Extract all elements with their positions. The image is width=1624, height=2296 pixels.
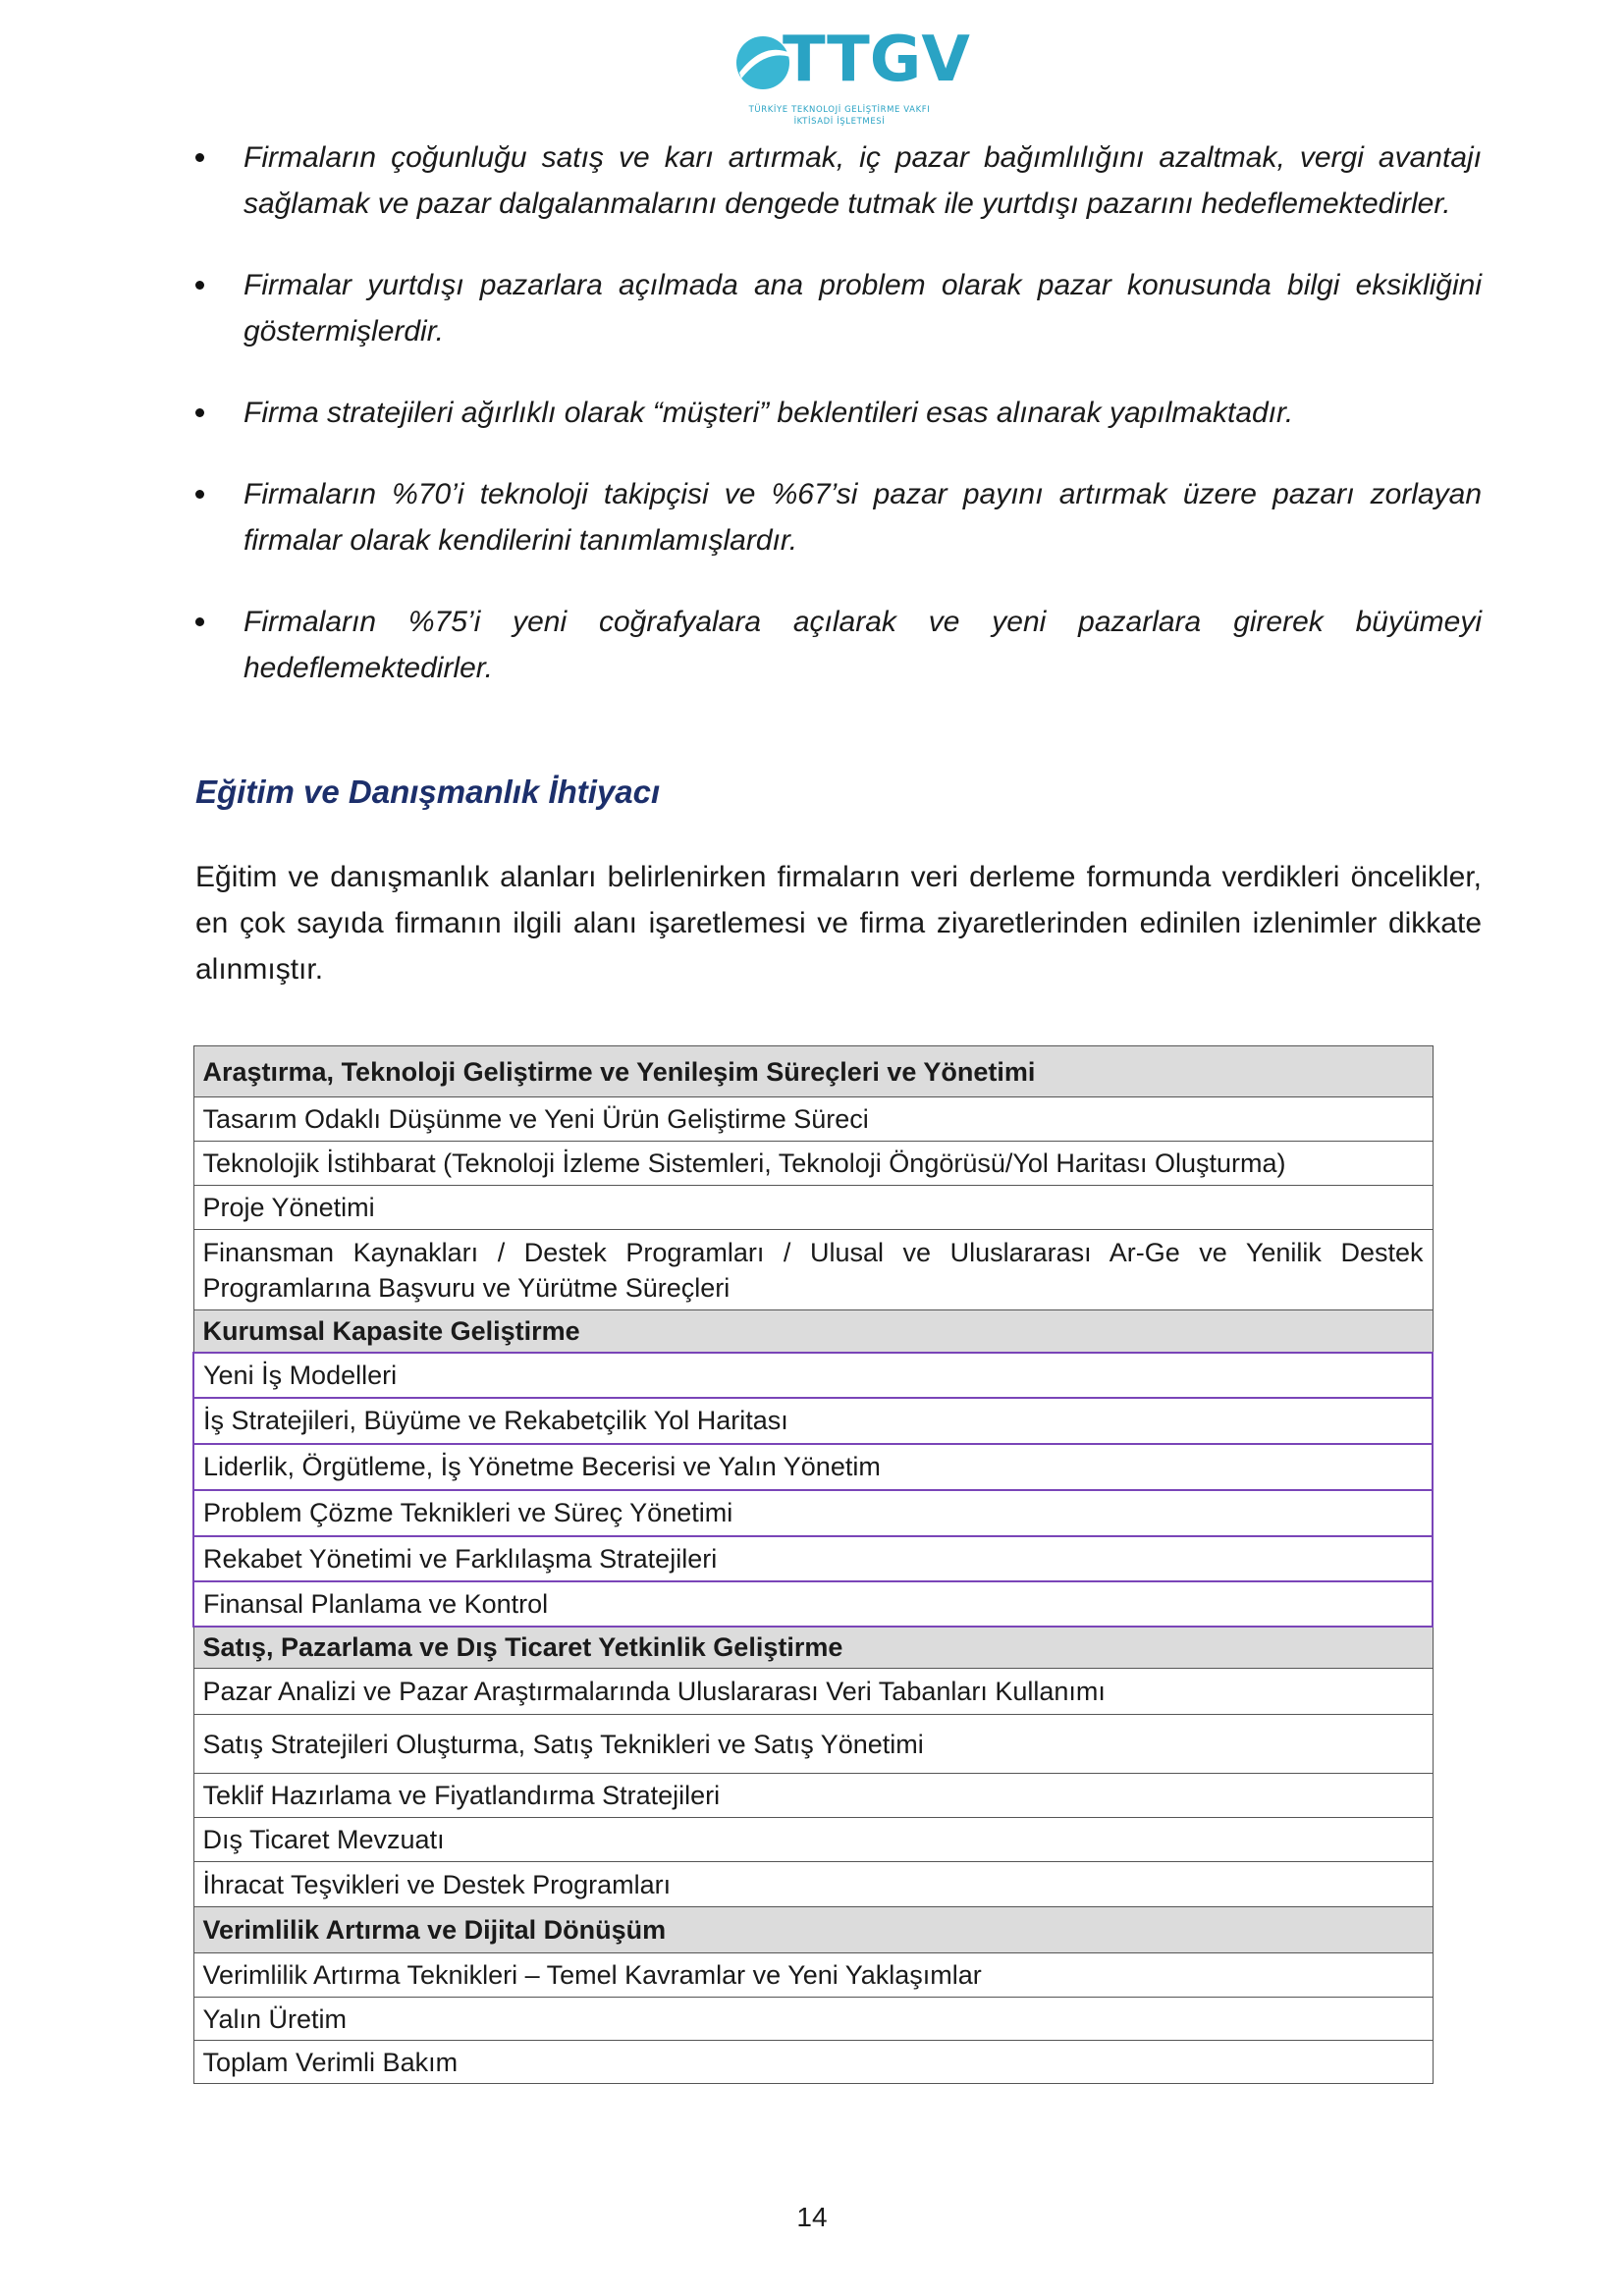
table-row: Liderlik, Örgütleme, İş Yönetme Becerisi ve Yalın Yönetim	[193, 1444, 1433, 1490]
bullet-item	[192, 134, 1482, 227]
logo-subtitle-line-2: İKTİSADİ İŞLETMESİ	[793, 117, 886, 127]
logo-subtitle	[731, 104, 947, 128]
bullet-dot-icon	[195, 153, 204, 162]
page-number: 14	[796, 2202, 828, 2232]
logo-subtitle-line-1: TÜRKİYE TEKNOLOJİ GELİŞTİRME VAKFI	[748, 105, 931, 115]
table-row: Tasarım Odaklı Düşünme ve Yeni Ürün Geliştirme Süreci	[193, 1097, 1433, 1142]
bullet-item	[192, 390, 1482, 436]
table-row: Satış Stratejileri Oluşturma, Satış Teknikleri ve Satış Yönetimi	[193, 1715, 1433, 1774]
bullet-dot-icon	[195, 490, 204, 499]
ttgv-logo	[731, 18, 970, 127]
bullet-dot-icon	[195, 617, 204, 626]
table-row: Yeni İş Modelleri	[193, 1353, 1433, 1398]
table-section-header: Satış, Pazarlama ve Dış Ticaret Yetkinlik Geliştirme	[193, 1627, 1433, 1669]
bullet-item	[192, 262, 1482, 354]
bullet-text: Firmaların %70’i teknoloji takipçisi ve %67’si pazar payını artırmak üzere pazarı zorlayan firmalar olarak kendilerini tanımlamışlardır.	[244, 478, 1482, 557]
bullet-item	[192, 471, 1482, 563]
table-row: İş Stratejileri, Büyüme ve Rekabetçilik Yol Haritası	[193, 1398, 1433, 1444]
training-areas-table	[192, 1045, 1434, 2084]
ttgv-logo-mark	[731, 24, 970, 96]
section-heading: Eğitim ve Danışmanlık İhtiyacı	[195, 774, 661, 810]
table-row: Finansal Planlama ve Kontrol	[193, 1581, 1433, 1627]
table-row: Pazar Analizi ve Pazar Araştırmalarında Uluslararası Veri Tabanları Kullanımı	[193, 1669, 1433, 1715]
table-section-header: Araştırma, Teknoloji Geliştirme ve Yenileşim Süreçleri ve Yönetimi	[193, 1046, 1433, 1097]
bullet-text: Firmaların %75’i yeni coğrafyalara açılarak ve yeni pazarlara girerek büyümeyi hedeflemektedirler.	[244, 606, 1482, 684]
table-row: Finansman Kaynakları / Destek Programları / Ulusal ve Uluslararası Ar-Ge ve Yenilik Destek Programlarına Başvuru ve Yürütme Süreçleri	[193, 1230, 1433, 1310]
table-row: Yalın Üretim	[193, 1998, 1433, 2041]
table-row: Proje Yönetimi	[193, 1186, 1433, 1230]
section-paragraph: Eğitim ve danışmanlık alanları belirlenirken firmaların veri derleme formunda verdikleri öncelikler, en çok sayıda firmanın ilgili alanı işaretlemesi ve firma ziyaretlerinden edinilen izlenimler dikkate alınmıştır.	[195, 861, 1482, 986]
table-row: Problem Çözme Teknikleri ve Süreç Yönetimi	[193, 1490, 1433, 1536]
bullet-item	[192, 599, 1482, 691]
table-row: Rekabet Yönetimi ve Farklılaşma Stratejileri	[193, 1536, 1433, 1581]
table-row: Verimlilik Artırma Teknikleri – Temel Kavramlar ve Yeni Yaklaşımlar	[193, 1953, 1433, 1998]
bullet-dot-icon	[195, 408, 204, 417]
table-section-header: Kurumsal Kapasite Geliştirme	[193, 1310, 1433, 1353]
bullet-text: Firmalar yurtdışı pazarlara açılmada ana problem olarak pazar konusunda bilgi eksikliğini göstermişlerdir.	[244, 269, 1482, 347]
table-row: Teknolojik İstihbarat (Teknoloji İzleme Sistemleri, Teknoloji Öngörüsü/Yol Haritası Oluşturma)	[193, 1142, 1433, 1186]
table-row: Teklif Hazırlama ve Fiyatlandırma Stratejileri	[193, 1774, 1433, 1818]
table-section-header: Verimlilik Artırma ve Dijital Dönüşüm	[193, 1907, 1433, 1953]
table-row: Dış Ticaret Mevzuatı	[193, 1818, 1433, 1862]
bullet-text: Firma stratejileri ağırlıklı olarak “müşteri” beklentileri esas alınarak yapılmaktadır.	[244, 397, 1294, 429]
table-row: İhracat Teşvikleri ve Destek Programları	[193, 1862, 1433, 1907]
bullet-dot-icon	[195, 281, 204, 290]
bullet-text: Firmaların çoğunluğu satış ve karı artırmak, iç pazar bağımlılığını azaltmak, vergi avantajı sağlamak ve pazar dalgalanmalarını dengede tutmak ile yurtdışı pazarını hedeflemektedirler.	[244, 141, 1482, 220]
logo-text: TTGV	[783, 24, 970, 96]
findings-bullet-list	[192, 134, 1482, 726]
table-row: Toplam Verimli Bakım	[193, 2041, 1433, 2084]
